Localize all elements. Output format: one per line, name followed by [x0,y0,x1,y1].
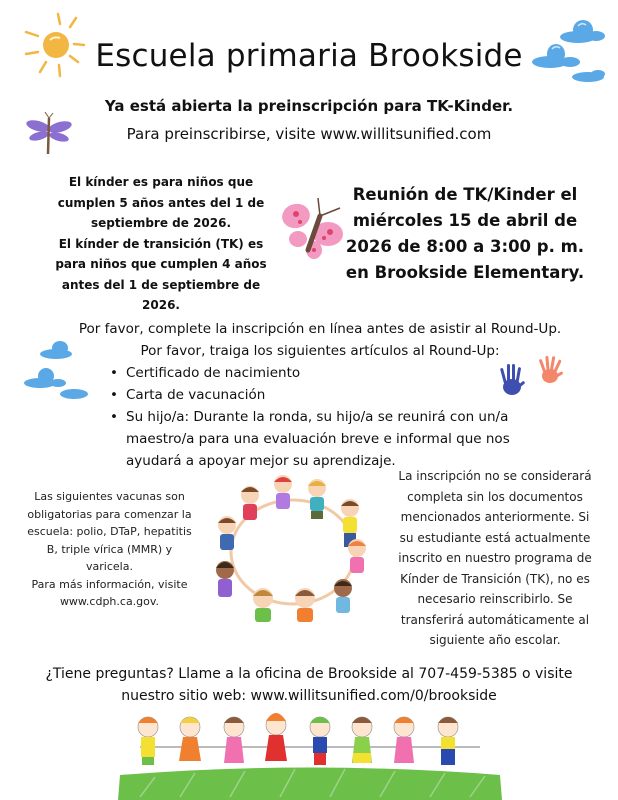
vaccine-requirements [22,488,197,611]
vaccine-line: www.cdph.ca.gov. [59,595,160,608]
list-item: • Certificado de nacimiento [110,362,530,384]
list-item: • Su hijo/a: Durante la ronda, su hijo/a se reunirá con un/a maestro/a para una evaluación breve e informal que nos ayudará a apoyar mejor su aprendizaje. [110,406,530,472]
registration-note-line: completa sin los documentos [407,489,583,504]
meeting-line: 2026 de 8:00 a 3:00 p. m. [345,237,585,256]
butterfly-icon [278,192,348,262]
eligibility-text [50,172,272,316]
clouds-icon [20,340,90,412]
meeting-info [340,182,590,286]
page-title: Escuela primaria Brookside [95,38,523,74]
vaccine-line: escuela: polio, DTaP, hepatitis [27,525,192,538]
kids-row-illustration [110,705,510,800]
vaccine-line: obligatorias para comenzar la [27,507,192,521]
instructions-line-1: Por favor, complete la inscripción en línea antes de asistir al Round-Up. [78,321,562,337]
instructions-line-2: Por favor, traiga los siguientes artículos al Round-Up: [140,343,500,359]
contact-line-1: ¿Tiene preguntas? Llame a la oficina de Brookside al 707-459-5385 o visite [45,666,573,682]
vaccine-line: B, triple vírica (MMR) y varicela. [46,542,173,573]
meeting-line: en Brookside Elementary. [345,263,585,282]
list-item: • Carta de vacunación [110,384,530,406]
registration-note-line: transferirá automáticamente al [400,612,590,627]
registration-note-line: inscrito en nuestro programa de [398,551,592,565]
registration-note-line: siguiente año escolar. [429,633,561,647]
eligibility-line: El kínder es para niños que [68,175,254,189]
registration-note [382,466,608,651]
meeting-line: Reunión de TK/Kinder el [352,185,578,204]
eligibility-line: cumplen 5 años antes del 1 de [57,195,265,210]
registration-note-line: La inscripción no se considerará [398,469,592,483]
kids-circle-illustration [205,470,380,630]
registration-note-line: necesario reinscribirlo. Se [417,592,573,606]
eligibility-line: El kínder de transición (TK) es [58,236,264,251]
subtitle: Ya está abierta la preinscripción para TK-Kinder. [104,97,514,115]
handprints-icon [496,354,568,400]
eligibility-line: septiembre de 2026. [90,216,232,230]
required-items-list [110,362,530,472]
preregister-text: Para preinscribirse, visite www.willitsunified.com [126,125,492,143]
eligibility-line: para niños que cumplen 4 años [55,257,267,271]
vaccine-line: Las siguientes vacunas son [34,490,185,503]
vaccine-line: Para más información, visite [31,577,188,591]
contact-line-2: nuestro sitio web: www.willitsunified.com/0/brookside [121,688,497,704]
contact-info [0,663,618,707]
registration-note-line: su estudiante está actualmente [399,530,591,545]
dragonfly-icon [24,112,74,156]
meeting-line: miércoles 15 de abril de [352,211,578,230]
registration-note-line: mencionados anteriormente. Si [400,510,590,524]
eligibility-line: 2026. [142,298,180,312]
registration-note-line: Kínder de Transición (TK), no es [400,571,590,586]
eligibility-line: antes del 1 de septiembre de [61,277,261,292]
